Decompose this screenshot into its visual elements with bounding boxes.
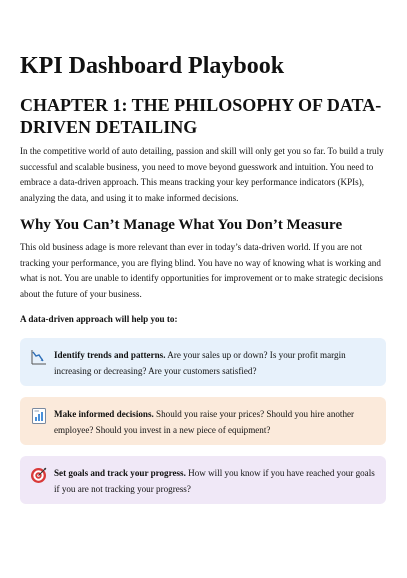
section-title: Why You Can’t Manage What You Don’t Measure	[20, 217, 343, 233]
callout-text	[54, 406, 376, 438]
target-icon	[30, 466, 48, 484]
callout-body: Are your sales up or down? Is your profit margin increasing or decreasing? Are your customers satisfied?	[54, 350, 346, 376]
intro-paragraph: In the competitive world of auto detailing, passion and skill will only get you so far. To build a truly successful and scalable business, you need to move beyond guesswork and intuition. You need to embrace a data-driven approach. This means tracking your key performance indicators (KPIs), analyzing the data, and using it to make informed decisions.	[20, 146, 384, 203]
callout-heading: Set goals and track your progress.	[54, 468, 186, 478]
callout-heading: Make informed decisions.	[54, 409, 154, 419]
lead-text: A data-driven approach will help you to:	[20, 314, 178, 324]
callout-body: How will you know if you have reached your goals if you are not tracking your progress?	[54, 468, 375, 494]
trending-chart-icon	[30, 348, 48, 366]
chapter-title: CHAPTER 1: THE PHILOSOPHY OF DATA-DRIVEN DETAILING	[20, 95, 382, 137]
callout-card-decisions	[20, 397, 386, 445]
callout-text	[54, 347, 376, 379]
callout-body: Should you raise your prices? Should you hire another employee? Should you invest in a new piece of equipment?	[54, 409, 355, 435]
callout-card-goals	[20, 456, 386, 504]
callout-text	[54, 465, 376, 497]
document-chart-icon	[30, 407, 48, 425]
callout-card-trends	[20, 338, 386, 386]
document-page	[20, 52, 386, 515]
callout-heading: Identify trends and patterns.	[54, 350, 166, 360]
section-paragraph: This old business adage is more relevant than ever in today’s data-driven world. If you are not tracking your performance, you are flying blind. You have no way of knowing what is working and what is not. You are unable to identify opportunities for improvement or to make strategic decisions about the future of your business.	[20, 242, 383, 299]
document-title: KPI Dashboard Playbook	[20, 53, 285, 79]
